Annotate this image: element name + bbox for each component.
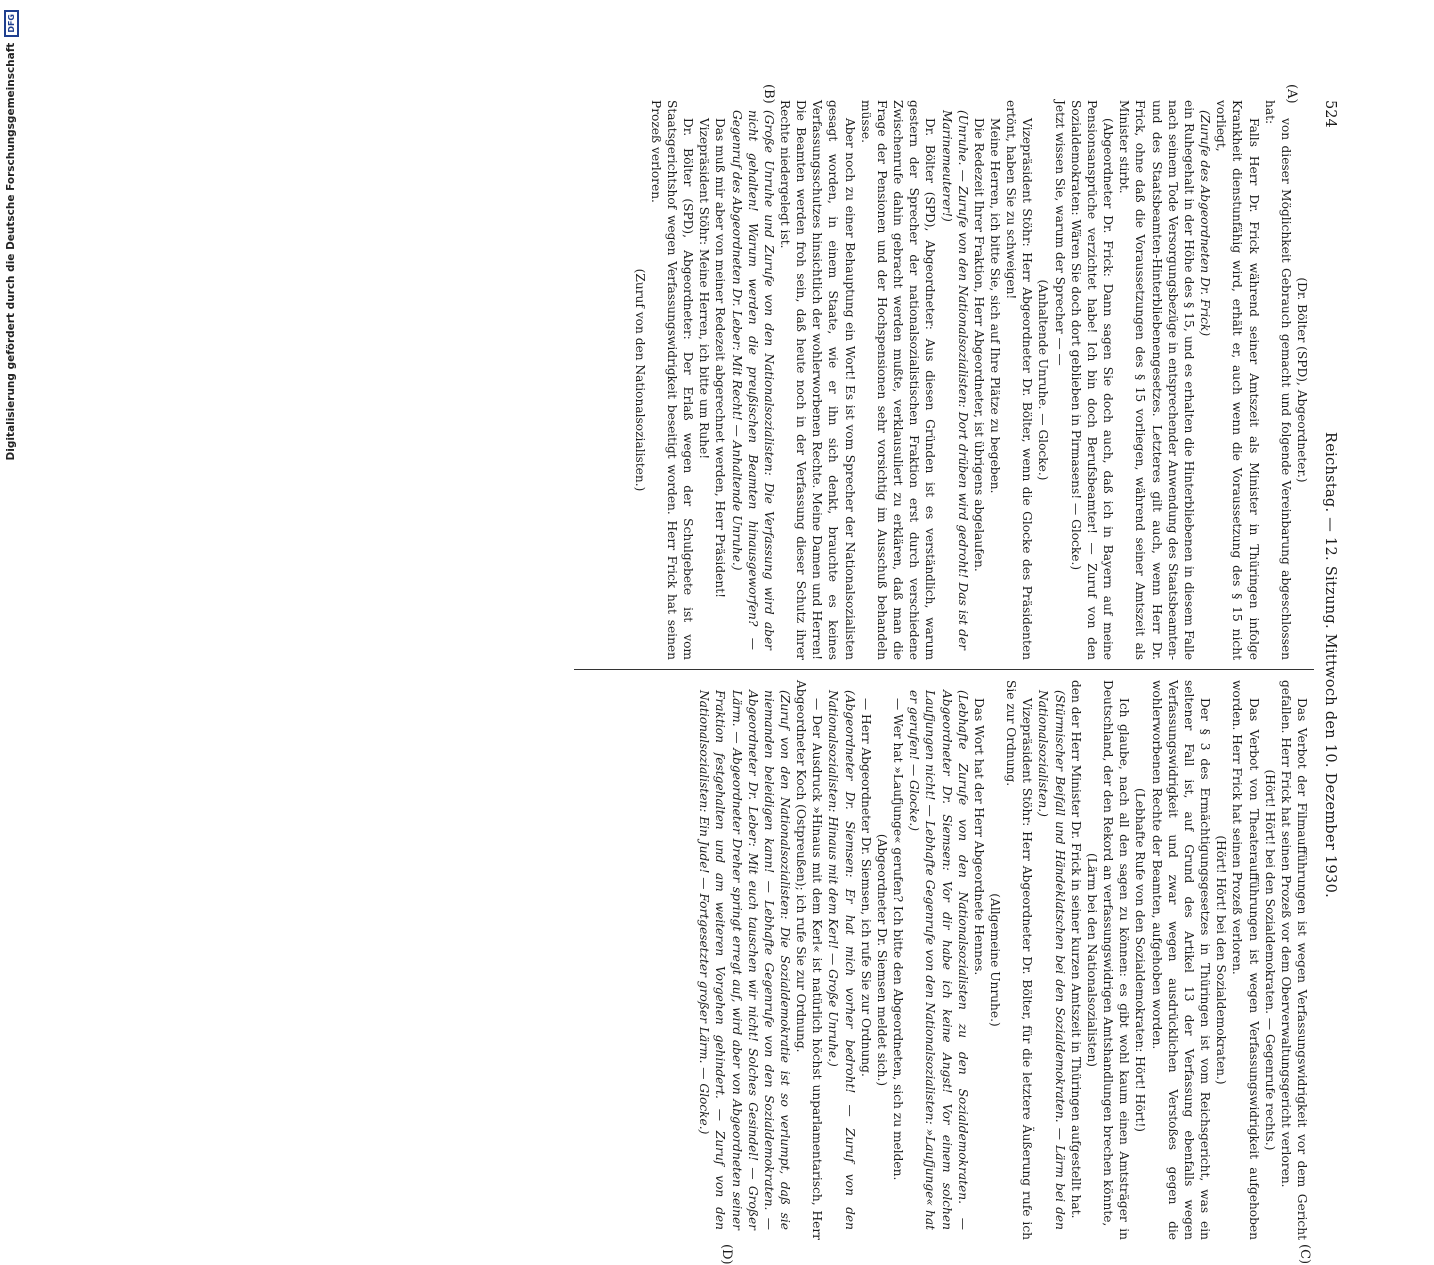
text-block: — Der Ausdruck »Hinaus mit dem Kerl« ist natürlich höchst unparlamentarisch, Herr Abgeordneter Koch (Ostpreußen); ich rufe Sie zur Ordnung. xyxy=(794,680,825,1240)
funding-note xyxy=(0,0,22,1000)
text-block: (Stürmischer Beifall und Händeklatschen bei den Sozialdemokraten. — Lärm bei den Nationalsozialisten.) xyxy=(1036,690,1067,1230)
page-number: 524 xyxy=(1322,100,1338,128)
text-block: Vizepräsident Stöhr: Herr Abgeordneter Dr. Bölter, für die letztere Äußerung rufe ich Sie zur Ordnung. xyxy=(1004,680,1035,1240)
text-block: — Wer hat »Laufjunge« gerufen? Ich bitte den Abgeordneten, sich zu melden. xyxy=(891,698,906,1181)
text-block: — Herr Abgeordneter Dr. Siemsen, ich rufe Sie zur Ordnung. xyxy=(858,698,873,1077)
text-block: Falls Herr Dr. Frick während seiner Amtszeit als Minister in Thüringen infolge Krankheit dienstunfähig wird, erhält er, auch wenn die Voraussetzung des § 15 nicht vorliegt, xyxy=(1214,100,1261,660)
text-block: von dieser Möglichkeit Gebrauch gemacht und folgende Vereinbarung abgeschlossen hat: xyxy=(1262,100,1293,660)
margin-marker-c: (C) xyxy=(1297,1244,1312,1265)
page-title: Reichstag. — 12. Sitzung. Mittwoch den 10. Dezember 1930. xyxy=(1322,431,1338,899)
margin-marker-a: (A) xyxy=(1284,84,1299,104)
dfg-logo-icon: DFG xyxy=(4,10,19,37)
right-column xyxy=(696,680,1310,1240)
funding-text: Digitalisierung gefördert durch die Deutsche Forschungsgemeinschaft xyxy=(5,42,17,461)
text-block: (Lärm bei den Nationalsozialisten) xyxy=(1084,853,1099,1067)
text-block: den der Herr Minister Dr. Frick in seiner kurzen Amtszeit in Thüringen aufgestellt hat. xyxy=(1068,680,1083,1219)
text-block: (Lebhafte Rufe von den Sozialdemokraten: Hört! Hört!) xyxy=(1133,787,1148,1133)
text-block: (Zuruf von den Nationalsozialisten: Die Sozialdemokratie ist so verlumpt, daß sie niemanden beleidigen kann! — Lebhafte Gegenrufe von den Sozialdemokraten. — Abgeordneter Dr. Leber: Mit euch tauschen wir nicht! Solches Gesindel! — Großer Lärm. — Abgeordneter Dreher springt erregt auf, wird aber von Abgeordneten seiner Fraktion festgehalten und am weiteren Vorgehen gehindert. — Zuruf von den Nationalsozialisten: Ein Jude! — Fortgesetzter großer Lärm. — Glocke.) xyxy=(697,690,792,1230)
footer-strip xyxy=(0,0,22,1000)
column-divider xyxy=(574,669,1314,670)
text-block: Vizepräsident Stöhr: Herr Abgeordneter Dr. Bölter, wenn die Glocke des Präsidenten ertönt, haben Sie zu schweigen! xyxy=(1004,100,1035,660)
text-block: (Lebhafte Zurufe von den Nationalsozialisten zu den Sozialdemokraten. — Abgeordneter Dr. Siemsen: Vor dir habe ich keine Angst! Vor einem solchen Laufjungen nicht! — Lebhafte Gegenrufe von den Nationalsozialisten: »Laufjunge« hat er gerufen! — Glocke.) xyxy=(907,690,970,1230)
text-block: (Große Unruhe und Zurufe von den Nationalsozialisten: Die Verfassung wird aber nicht gehalten! Warum werden die preußischen Beamten hinausgeworfen? — Gegenruf des Abgeordneten Dr. Leber: Mit Recht! — Anhaltende Unruhe.) xyxy=(729,110,776,650)
text-block: Das Verbot der Filmaufführungen ist wegen Verfassungswidrigkeit vor dem Gericht gefallen. Herr Frick hat seinen Prozeß vor dem Oberverwaltungsgericht verloren. xyxy=(1278,680,1309,1240)
text-block: Aber noch zu einer Behauptung ein Wort! Es ist vom Sprecher der Nationalsozialisten gesagt worden, in einem Staate, wie er ihn sich denkt, brauchte es keines Verfassungsschutzes hinsichtlich der wohlerworbenen Rechte. Meine Damen und Herren! Die Beamten werden froh sein, daß heute noch in der Verfassung dieser Schutz ihrer Rechte niedergelegt ist. xyxy=(778,100,857,660)
text-block: Dr. Bölter (SPD), Abgeordneter: Aus diesen Gründen ist es verständlich, warum gestern der Sprecher der nationalsozialistischen Fraktion erst durch verschiedene Zwischenrufe dahin gebracht werden mußte, verklausuliert zu erklären, daß man die Frage der Pensionen und der Hochspensionen sehr vorsichtig im Ausschuß behandeln müsse. xyxy=(858,100,938,660)
text-block: (Hört! Hört! bei den Sozialdemokraten.) xyxy=(1214,835,1229,1085)
text-block: Vizepräsident Stöhr: Meine Herren, ich bitte um Ruhe! xyxy=(697,118,712,460)
text-block: (Abgeordneter Dr. Siemsen meldet sich.) xyxy=(874,833,889,1087)
margin-marker-b: (B) xyxy=(761,84,776,104)
text-block: Das muß mir aber von meiner Redezeit abgerechnet werden, Herr Präsident! xyxy=(713,118,728,598)
text-block: (Allgemeine Unruhe.) xyxy=(988,893,1003,1027)
text-block: (Hört! Hört! bei den Sozialdemokraten. — Gegenrufe rechts.) xyxy=(1262,769,1277,1151)
left-column xyxy=(631,100,1310,660)
margin-marker-d: (D) xyxy=(719,1244,734,1265)
text-block: (Unruhe. — Zurufe von den Nationalsozialisten: Dort drüben wird gedroht! Das ist der Marinemeuterer!) xyxy=(939,110,970,650)
text-block: (Anhaltende Unruhe. — Glocke.) xyxy=(1036,279,1051,481)
text-block: (Dr. Bölter (SPD), Abgeordneter.) xyxy=(1295,277,1309,483)
text-block: Der § 3 des Ermächtigungsgesetzes in Thüringen ist vom Reichsgericht, was ein seltener Fall ist, auf Grund des Artikel 13 der Verfassung ebenfalls wegen Verfassungswidrigkeit und zwar wegen ausdrücklichen Verstoßes gegen die wohlerworbenen Rechte der Beamten, aufgehoben worden. xyxy=(1149,680,1213,1240)
text-block: (Zuruf von den Nationalsozialisten.) xyxy=(632,268,647,492)
text-block: Jetzt wissen Sie, warum der Sprecher — — xyxy=(1052,100,1067,366)
text-block: (Abgeordneter Dr. Siemsen: Er hat mich vorher bedroht! — Zuruf von den Nationalsozialisten: Hinaus mit dem Kerl! — Große Unruhe.) xyxy=(826,690,857,1230)
text-block: Meine Herren, ich bitte Sie, sich auf Ihre Plätze zu begeben. xyxy=(988,118,1003,494)
text-block: Das Wort hat der Herr Abgeordnete Hennes. xyxy=(971,698,986,976)
text-block: Ich glaube, nach all den sagen zu können: es gibt wohl kaum einen Amtsträger in Deutschland, der den Rekord an verfassungswidrigen Amtshandlungen brechen könnte, xyxy=(1101,680,1132,1240)
text-block: Die Redezeit Ihrer Fraktion, Herr Abgeordneter, ist übrigens abgelaufen. xyxy=(971,118,986,572)
text-block: Dr. Bölter (SPD), Abgeordneter: Der Erlaß wegen der Schulgebete ist vom Staatsgerichtshof wegen Verfassungswidrigkeit beseitigt worden. Herr Frick hat seinen Prozeß verloren. xyxy=(648,100,696,660)
page-header xyxy=(1316,100,1338,1230)
text-block: (Zurufe des Abgeordneten Dr. Frick) xyxy=(1198,110,1213,337)
text-block: Das Verbot von Theateraufführungen ist wegen Verfassungswidrigkeit aufgehoben worden. Herr Frick hat seinen Prozeß verloren. xyxy=(1230,680,1261,1240)
text-block: (Abgeordneter Dr. Frick: Dann sagen Sie doch auch, daß ich in Bayern auf meine Pensionsansprüche verzichtet habe! Ich bin doch Berufsbeamter! — Zuruf von den Sozialdemokraten: Wären Sie doch dort geblieben in Pirmasens! — Glocke.) xyxy=(1068,100,1116,660)
text-block: ein Ruhegehalt in der Höhe des § 15, und es erhalten die Hinterbliebenen in diesem Falle nach seinem Tode Versorgungsbezüge in entsprechender Anwendung des Staatsbeamten- und des Staatsbeamten-Hinterbliebenengesetzes. Letzteres gilt auch, wenn Herr Dr. Frick, ohne daß die Voraussetzungen des § 15 vorliegen, während seiner Amtszeit als Minister stirbt. xyxy=(1117,100,1196,660)
